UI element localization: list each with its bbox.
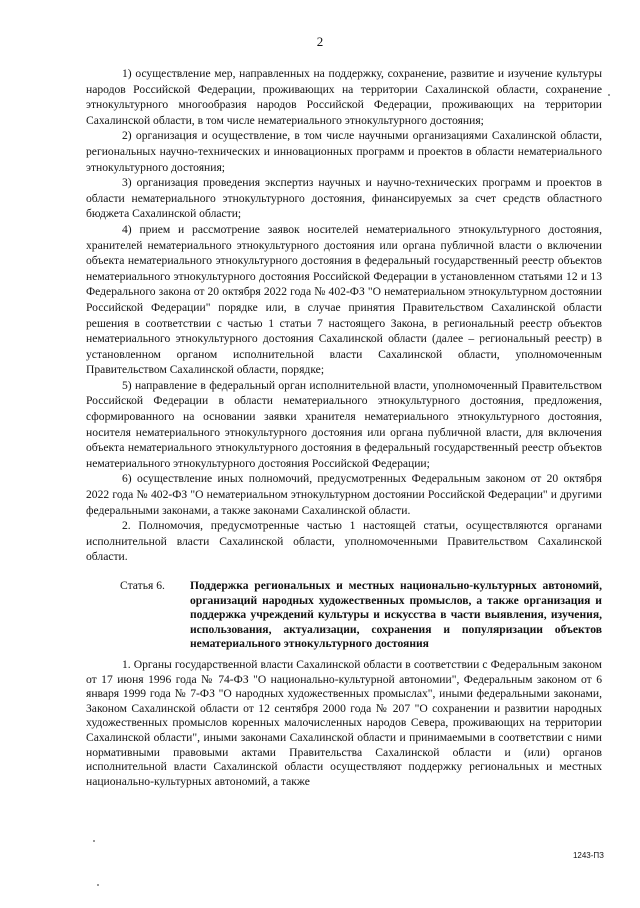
article-label: Статья 6. [120,579,165,592]
paragraph-item-4: 4) прием и рассмотрение заявок носителей нематериального этнокультурного достояния, хранителей нематериального этнокультурного достояния или органа публичной власти о включении объекта нематериального этнокультурного достояния в федеральный государственный реестр объектов нематериального этнокультурного достояния Российской Федерации в установленном статьями 12 и 13 Федерального закона от 20 октября 2022 года № 402-ФЗ "О нематериальном этнокультурном достоянии Российской Федерации" порядке или, в случае принятия Правительством Сахалинской области решения в соответствии с частью 1 статьи 7 настоящего Закона, в региональный реестр объектов нематериального этнокультурного достояния Сахалинской области (далее – региональный реестр) в установленном органом исполнительной власти Сахалинской области, уполномоченным Правительством Сахалинской области, порядке; [86,222,602,377]
paragraph-part-2: 2. Полномочия, предусмотренные частью 1 настоящей статьи, осуществляются органами исполнительной власти Сахалинской области, уполномоченными Правительством Сахалинской области. [86,519,602,564]
document-body [86,66,602,789]
article-title: Поддержка региональных и местных национально-культурных автономий, организаций народных художественных промыслов, а также организация и поддержка учреждений культуры и искусства в части выявления, изучения, использования, актуализации, сохранения и популяризации объектов нематериального этнокультурного достояния [190,579,602,651]
page-number: 2 [316,34,324,49]
scan-speck [608,94,610,96]
scan-speck [97,884,99,886]
paragraph-item-5: 5) направление в федеральный орган исполнительной власти, уполномоченный Правительством Российской Федерации в области нематериального этнокультурного достояния, предложения, сформированного на основании заявки хранителя нематериального этнокультурного достояния, носителя нематериального этнокультурного достояния или органа публичной власти, для включения объекта нематериального этнокультурного достояния в федеральный государственный реестр объектов нематериального этнокультурного достояния Российской Федерации; [86,378,602,470]
article-paragraph-1: 1. Органы государственной власти Сахалинской области в соответствии с Федеральным законом от 17 июня 1996 года № 74-ФЗ "О национально-культурной автономии", Федеральным законом от 6 января 1999 года № 7-ФЗ "О народных художественных промыслах", иными федеральными законами, Законом Сахалинской области от 12 сентября 2000 года № 207 "О сохранении и развитии народных художественных промыслов коренных малочисленных народов Севера, проживающих на территории Сахалинской области", иными законами Сахалинской области и принимаемыми в соответствии с ними нормативными правовыми актами Правительства Сахалинской области и (или) органов исполнительной власти Сахалинской области осуществляют поддержку региональных и местных национально-культурных автономий, а также [86,657,602,788]
paragraph-item-3: 3) организация проведения экспертиз научных и научно-технических программ и проектов в области нематериального этнокультурного достояния, финансируемых за счет средств областного бюджета Сахалинской области; [86,176,602,221]
scan-speck [93,840,95,842]
paragraph-item-2: 2) организация и осуществление, в том числе научными организациями Сахалинской области, региональных научно-технических и инновационных программ и проектов в области нематериального этнокультурного достояния; [86,129,602,174]
paragraph-item-1: 1) осуществление мер, направленных на поддержку, сохранение, развитие и изучение культуры народов Российской Федерации, проживающих на территории Сахалинской области, сохранение этнокультурного многообразия народов Российской Федерации, проживающих на территории Сахалинской области, в том числе нематериального этнокультурного достояния; [86,67,602,127]
document-code: 1243-ПЗ [572,851,604,860]
article-heading [86,579,602,652]
paragraph-item-6: 6) осуществление иных полномочий, предусмотренных Федеральным законом от 20 октября 2022 года № 402-ФЗ "О нематериальном этнокультурном достоянии Российской Федерации" и другими федеральными законами, а также законами Сахалинской области. [86,472,602,517]
